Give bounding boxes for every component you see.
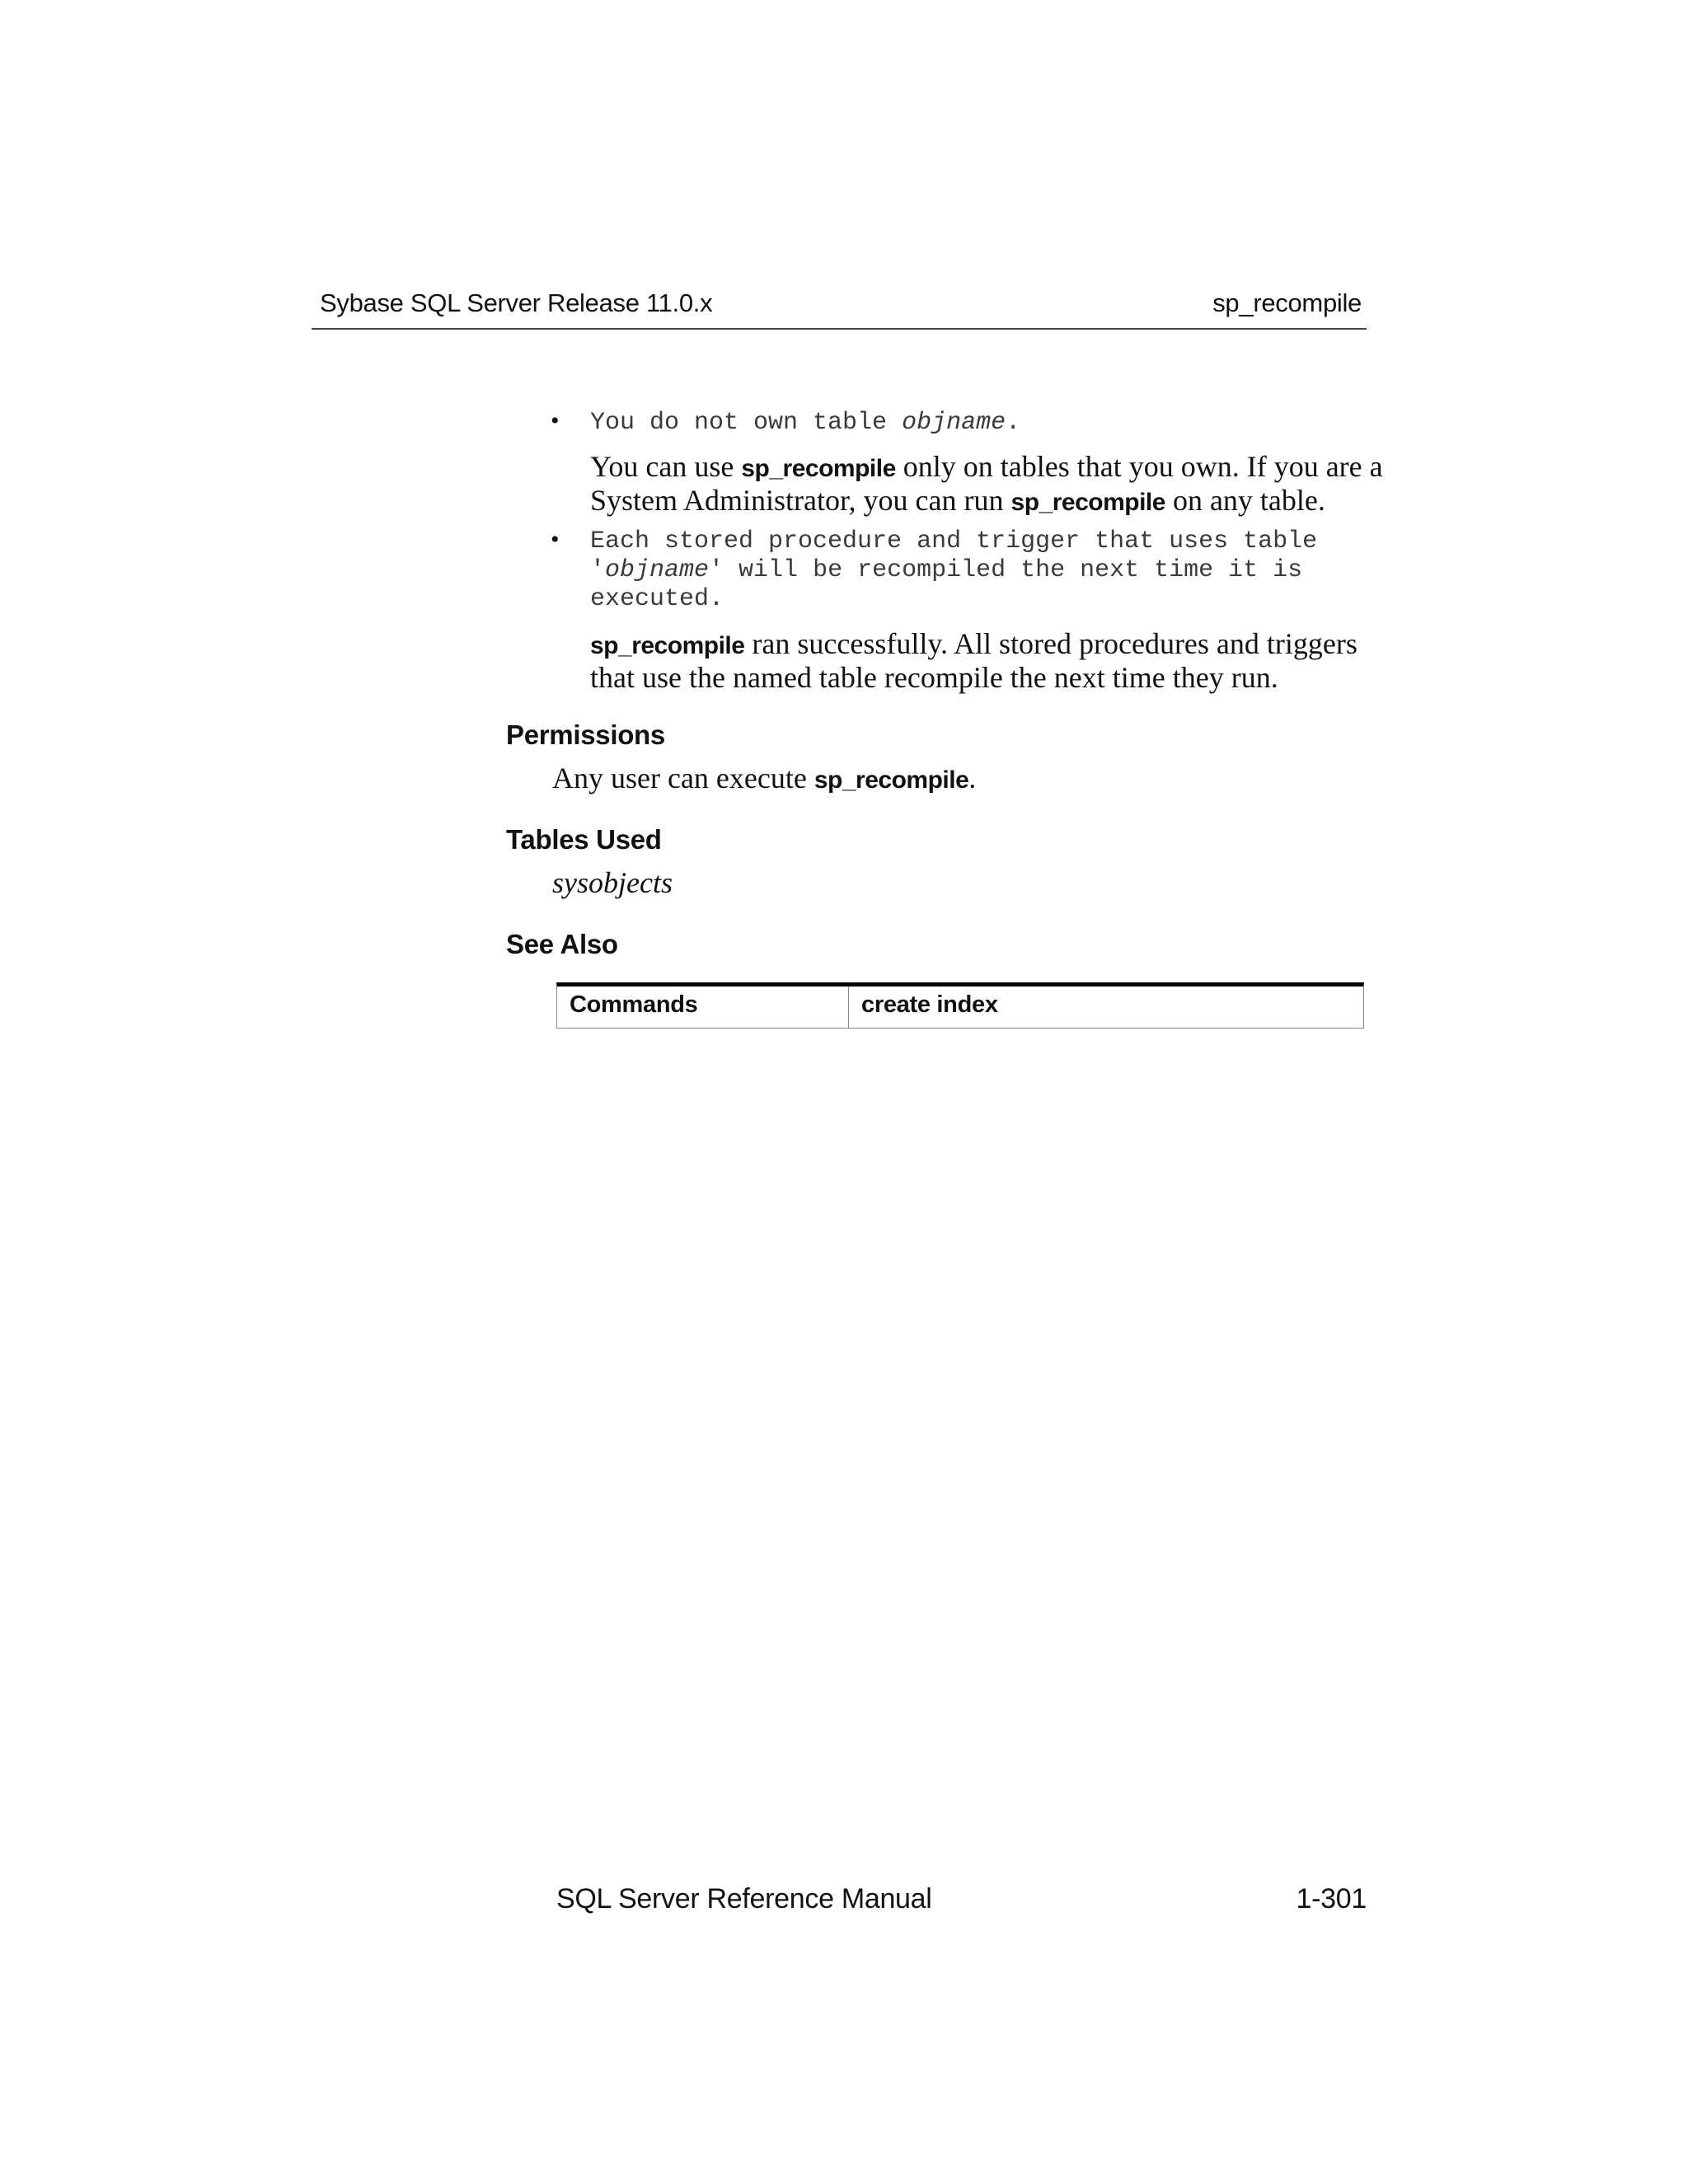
header-rule <box>312 328 1367 330</box>
message-2-description <box>590 628 1357 693</box>
see-also-table <box>556 982 1364 1029</box>
command-name: sp_recompile <box>1010 489 1165 516</box>
see-also-items-cell: create index <box>861 991 998 1018</box>
text-span: on any table. <box>1165 484 1325 517</box>
text-span: ran successfully. All stored procedures and triggers <box>744 627 1357 660</box>
tables-used-value: sysobjects <box>552 866 673 899</box>
message-1-code-end: . <box>1006 409 1021 437</box>
footer-title: SQL Server Reference Manual <box>556 1883 932 1915</box>
permissions-text <box>552 762 976 796</box>
message-2-code-line-1: Each stored procedure and trigger that uses table <box>590 527 1318 555</box>
text-span: System Administrator, you can run <box>590 484 1011 517</box>
see-also-category-cell: Commands <box>557 987 849 1028</box>
text-span: only on tables that you own. If you are a <box>895 450 1383 483</box>
permissions-heading: Permissions <box>506 719 665 750</box>
message-1-code <box>590 409 1020 438</box>
message-2-code <box>590 527 1317 614</box>
text-span: that use the named table recompile the next time they run. <box>590 661 1278 694</box>
bullet-2: • <box>551 526 560 553</box>
running-header-title: Sybase SQL Server Release 11.0.x <box>320 288 713 317</box>
see-also-heading: See Also <box>506 929 618 959</box>
text-span: . <box>968 762 977 794</box>
message-2-code-line-3: executed. <box>590 585 724 613</box>
bullet-1: • <box>551 407 560 434</box>
message-2-code-line-2: ' will be recompiled the next time it is <box>709 556 1303 584</box>
command-name: sp_recompile <box>741 455 896 482</box>
text-span: You can use <box>590 450 742 483</box>
command-name: sp_recompile <box>814 766 969 794</box>
text-span: Any user can execute <box>552 762 814 794</box>
message-2-code-quote-open: ' <box>590 556 606 584</box>
command-name: sp_recompile <box>590 632 745 659</box>
page-number: 1-301 <box>1296 1883 1367 1915</box>
running-header-topic: sp_recompile <box>1212 288 1362 317</box>
message-1-code-objname: objname <box>902 409 1006 437</box>
message-2-code-objname: objname <box>605 556 710 584</box>
message-1-description <box>590 451 1383 518</box>
tables-used-heading: Tables Used <box>506 824 662 855</box>
message-1-code-text: You do not own table <box>590 409 903 437</box>
